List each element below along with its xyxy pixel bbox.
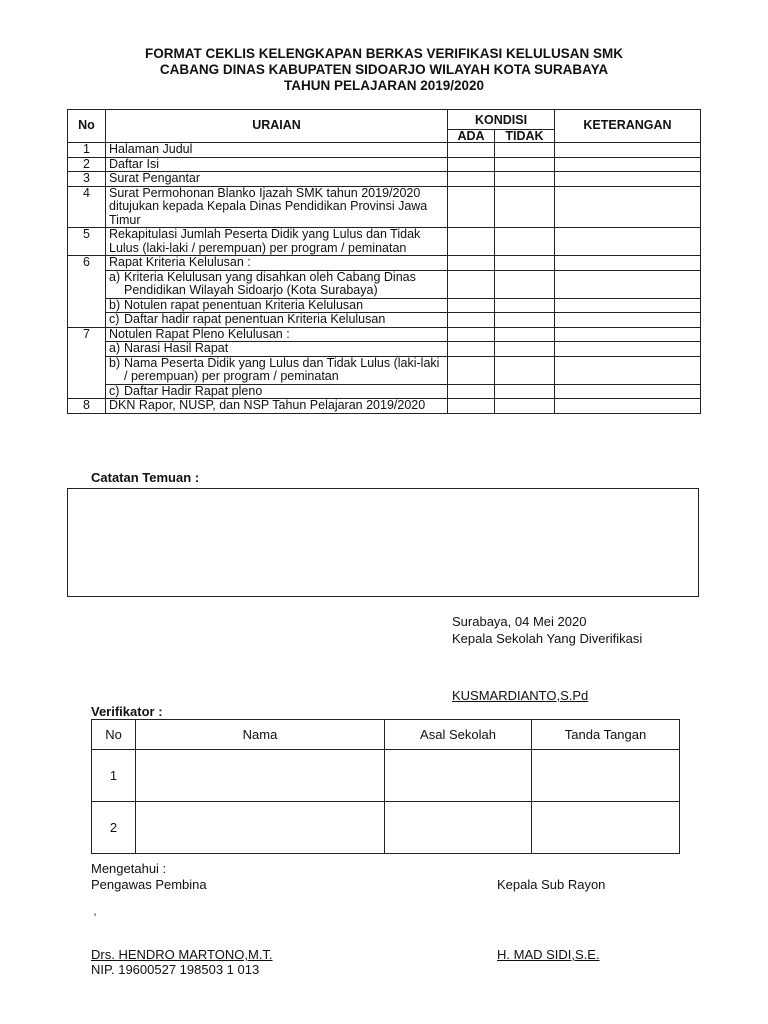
checklist-row	[68, 342, 701, 357]
checklist-no: 6	[68, 256, 106, 271]
checklist-row	[68, 186, 701, 228]
header-uraian: URAIAN	[106, 110, 448, 143]
checklist-uraian: DKN Rapor, NUSP, dan NSP Tahun Pelajaran 2019/2020	[106, 399, 448, 414]
checklist-keterangan-cell[interactable]	[555, 228, 701, 256]
title-line-1: FORMAT CEKLIS KELENGKAPAN BERKAS VERIFIKASI KELULUSAN SMK	[144, 46, 623, 61]
checklist-ada-cell[interactable]	[448, 172, 495, 187]
checklist-row	[68, 298, 701, 313]
sub-item-text: Nama Peserta Didik yang Lulus dan Tidak Lulus (laki-laki / perempuan) per program / peminatan	[124, 355, 440, 383]
verif-header-ttd: Tanda Tangan	[532, 720, 680, 750]
checklist-uraian: Rekapitulasi Jumlah Peserta Didik yang Lulus dan Tidak Lulus (laki-laki / perempuan) per program / peminatan	[106, 228, 448, 256]
checklist-no: 3	[68, 172, 106, 187]
title-line-3: TAHUN PELAJARAN 2019/2020	[283, 78, 485, 93]
verif-header-nama: Nama	[136, 720, 385, 750]
checklist-uraian	[106, 313, 448, 328]
checklist-tidak-cell[interactable]	[495, 256, 555, 271]
verif-asal-cell[interactable]	[385, 802, 532, 854]
sub-item-label: a)	[109, 341, 121, 355]
checklist-ada-cell[interactable]	[448, 313, 495, 328]
sub-item-label: a)	[109, 269, 121, 284]
verif-header-no: No	[92, 720, 136, 750]
signature-place-date: Surabaya, 04 Mei 2020	[452, 614, 587, 629]
checklist-uraian	[106, 384, 448, 399]
signature-block	[452, 613, 642, 647]
checklist-keterangan-cell[interactable]	[555, 313, 701, 328]
checklist-no: 1	[68, 143, 106, 158]
checklist-no: 5	[68, 228, 106, 256]
mengetahui-label: Mengetahui :	[91, 861, 167, 876]
checklist-tidak-cell[interactable]	[495, 186, 555, 228]
checklist-ada-cell[interactable]	[448, 356, 495, 384]
checklist-row	[68, 143, 701, 158]
checklist-ada-cell[interactable]	[448, 143, 495, 158]
sub-item-label: c)	[109, 312, 120, 326]
verif-nama-cell[interactable]	[136, 802, 385, 854]
header-kondisi: KONDISI	[448, 110, 555, 130]
title-line-2: CABANG DINAS KABUPATEN SIDOARJO WILAYAH KOTA SURABAYA	[159, 62, 609, 77]
header-tidak: TIDAK	[495, 130, 555, 143]
verif-asal-cell[interactable]	[385, 750, 532, 802]
checklist-tidak-cell[interactable]	[495, 143, 555, 158]
checklist-uraian: Halaman Judul	[106, 143, 448, 158]
checklist-row	[68, 399, 701, 414]
checklist-keterangan-cell[interactable]	[555, 143, 701, 158]
checklist-ada-cell[interactable]	[448, 270, 495, 298]
checklist-tidak-cell[interactable]	[495, 399, 555, 414]
checklist-ada-cell[interactable]	[448, 186, 495, 228]
checklist-no	[68, 356, 106, 384]
signature-role: Kepala Sekolah Yang Diverifikasi	[452, 631, 643, 646]
checklist-no: 2	[68, 157, 106, 172]
checklist-tidak-cell[interactable]	[495, 384, 555, 399]
tick-mark: '	[94, 912, 97, 924]
sub-item-text: Daftar Hadir Rapat pleno	[124, 383, 263, 398]
checklist-row	[68, 313, 701, 328]
checklist-keterangan-cell[interactable]	[555, 384, 701, 399]
checklist-no: 7	[68, 327, 106, 342]
checklist-ada-cell[interactable]	[448, 384, 495, 399]
checklist-no	[68, 342, 106, 357]
checklist-tidak-cell[interactable]	[495, 228, 555, 256]
signature-name: KUSMARDIANTO,S.Pd	[452, 688, 589, 703]
checklist-keterangan-cell[interactable]	[555, 298, 701, 313]
checklist-ada-cell[interactable]	[448, 157, 495, 172]
verifikator-table	[91, 719, 680, 854]
checklist-row	[68, 157, 701, 172]
checklist-keterangan-cell[interactable]	[555, 172, 701, 187]
sub-item-text: Notulen rapat penentuan Kriteria Kelulusan	[124, 297, 364, 312]
checklist-tidak-cell[interactable]	[495, 342, 555, 357]
checklist-ada-cell[interactable]	[448, 327, 495, 342]
checklist-keterangan-cell[interactable]	[555, 256, 701, 271]
checklist-no	[68, 384, 106, 399]
checklist-ada-cell[interactable]	[448, 228, 495, 256]
verif-row	[92, 802, 680, 854]
checklist-uraian: Surat Permohonan Blanko Ijazah SMK tahun 2019/2020 ditujukan kepada Kepala Dinas Pendidikan Provinsi Jawa Timur	[106, 186, 448, 228]
pengawas-nip: NIP. 19600527 198503 1 013	[91, 962, 260, 977]
sub-item-text: Narasi Hasil Rapat	[124, 341, 229, 355]
checklist-keterangan-cell[interactable]	[555, 186, 701, 228]
checklist-ada-cell[interactable]	[448, 399, 495, 414]
verifikator-label: Verifikator :	[91, 704, 163, 719]
verif-ttd-cell[interactable]	[532, 750, 680, 802]
checklist-no	[68, 298, 106, 313]
header-no: No	[68, 110, 106, 143]
kasub-name: H. MAD SIDI,S.E.	[497, 947, 600, 962]
checklist-row	[68, 172, 701, 187]
checklist-no: 8	[68, 399, 106, 414]
checklist-keterangan-cell[interactable]	[555, 356, 701, 384]
checklist-row	[68, 384, 701, 399]
checklist-keterangan-cell[interactable]	[555, 342, 701, 357]
checklist-ada-cell[interactable]	[448, 298, 495, 313]
verif-nama-cell[interactable]	[136, 750, 385, 802]
checklist-tidak-cell[interactable]	[495, 157, 555, 172]
checklist-table	[67, 109, 701, 414]
sub-item-text: Kriteria Kelulusan yang disahkan oleh Cabang Dinas Pendidikan Wilayah Sidoarjo (Kota Surabaya)	[124, 269, 416, 297]
verif-row-no: 2	[92, 802, 136, 854]
checklist-row	[68, 228, 701, 256]
verif-row	[92, 750, 680, 802]
checklist-keterangan-cell[interactable]	[555, 399, 701, 414]
header-keterangan: KETERANGAN	[555, 110, 701, 143]
checklist-uraian	[106, 342, 448, 357]
checklist-tidak-cell[interactable]	[495, 313, 555, 328]
verif-ttd-cell[interactable]	[532, 802, 680, 854]
checklist-no	[68, 313, 106, 328]
sub-item-label: c)	[109, 383, 120, 398]
checklist-row	[68, 256, 701, 271]
checklist-uraian: Rapat Kriteria Kelulusan :	[106, 256, 448, 271]
checklist-tidak-cell[interactable]	[495, 270, 555, 298]
checklist-tidak-cell[interactable]	[495, 172, 555, 187]
checklist-tidak-cell[interactable]	[495, 327, 555, 342]
sub-item-label: b)	[109, 355, 121, 370]
verif-header-asal: Asal Sekolah	[385, 720, 532, 750]
pengawas-signature	[91, 947, 273, 977]
checklist-ada-cell[interactable]	[448, 256, 495, 271]
checklist-row	[68, 327, 701, 342]
pengawas-role: Pengawas Pembina	[91, 877, 207, 892]
checklist-no	[68, 270, 106, 298]
pengawas-name: Drs. HENDRO MARTONO,M.T.	[91, 947, 273, 962]
document-title	[0, 46, 768, 94]
checklist-uraian: Surat Pengantar	[106, 172, 448, 187]
header-ada: ADA	[448, 130, 495, 143]
catatan-box[interactable]	[67, 488, 699, 597]
checklist-uraian	[106, 356, 448, 384]
checklist-uraian: Daftar Isi	[106, 157, 448, 172]
checklist-no: 4	[68, 186, 106, 228]
checklist-uraian: Notulen Rapat Pleno Kelulusan :	[106, 327, 448, 342]
checklist-uraian	[106, 298, 448, 313]
checklist-row	[68, 356, 701, 384]
kasub-role: Kepala Sub Rayon	[497, 877, 606, 892]
checklist-uraian	[106, 270, 448, 298]
sub-item-label: b)	[109, 297, 121, 312]
mengetahui-block	[91, 861, 207, 893]
checklist-tidak-cell[interactable]	[495, 298, 555, 313]
sub-item-text: Daftar hadir rapat penentuan Kriteria Kelulusan	[124, 312, 386, 326]
verif-row-no: 1	[92, 750, 136, 802]
checklist-row	[68, 270, 701, 298]
checklist-keterangan-cell[interactable]	[555, 327, 701, 342]
checklist-keterangan-cell[interactable]	[555, 157, 701, 172]
checklist-tidak-cell[interactable]	[495, 356, 555, 384]
catatan-label: Catatan Temuan :	[91, 470, 200, 485]
checklist-keterangan-cell[interactable]	[555, 270, 701, 298]
checklist-ada-cell[interactable]	[448, 342, 495, 357]
